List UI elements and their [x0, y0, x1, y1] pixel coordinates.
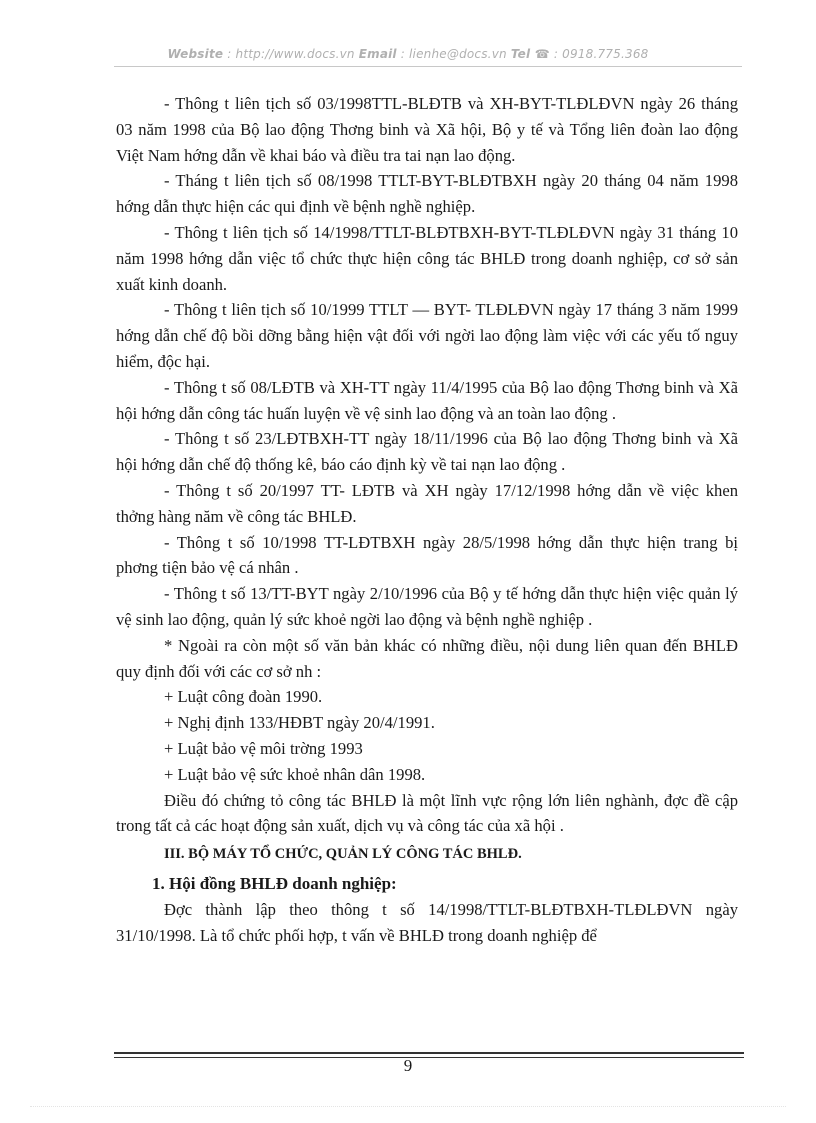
website-value: : http://www.docs.vn [227, 47, 355, 61]
paragraph: - Thông t số 23/LĐTBXH-TT ngày 18/11/1996 của Bộ lao động Thơng binh và Xã hội hớng dẫn chế độ thống kê, báo cáo định kỳ về tai nạn lao động . [116, 429, 738, 475]
list-item: + Luật công đoàn 1990. [164, 687, 323, 707]
website-label: Website [167, 47, 224, 61]
paragraph: - Tháng t liên tịch số 08/1998 TTLT-BYT-BLĐTBXH ngày 20 tháng 04 năm 1998 hớng dẫn thực hiện các qui định về bệnh nghề nghiệp. [116, 171, 738, 217]
page-number: 9 [403, 1056, 413, 1075]
subsection-paragraph: Đợc thành lập theo thông t số 14/1998/TTLT-BLĐTBXH-TLĐLĐVN ngày 31/10/1998. Là tổ chức phối hợp, t vấn về BHLĐ trong doanh nghiệp để [116, 899, 738, 945]
tel-label: Tel ☎ [510, 47, 550, 61]
paragraph: - Thông t số 13/TT-BYT ngày 2/10/1996 của Bộ y tế hớng dẫn thực hiện việc quản lý vệ sinh lao động, quản lý sức khoẻ ngời lao động và bệnh nghề nghiệp . [116, 584, 738, 629]
list-item: + Luật bảo vệ sức khoẻ nhân dân 1998. [164, 764, 426, 784]
tel-value: : 0918.775.368 [553, 47, 649, 61]
paragraph: - Thông t liên tịch số 10/1999 TTLT — BYT- TLĐLĐVN ngày 17 tháng 3 năm 1999 hớng dẫn chế độ bồi dỡng bằng hiện vật đối với ngời lao động làm việc với các yếu tố nguy hiểm, độc hại. [116, 300, 738, 371]
paragraph: - Thông t số 20/1997 TT- LĐTB và XH ngày 17/12/1998 hớng dẫn về việc khen thởng hàng năm về công tác BHLĐ. [116, 480, 738, 526]
section-heading: III. BỘ MÁY TỔ CHỨC, QUẢN LÝ CÔNG TÁC BHLĐ. [164, 846, 522, 863]
list-item: + Nghị định 133/HĐBT ngày 20/4/1991. [164, 713, 435, 733]
document-body [116, 91, 738, 948]
subsection-heading: 1. Hội đồng BHLĐ doanh nghiệp: [152, 873, 397, 893]
email-label: Email [358, 47, 397, 61]
email-value: : lienhe@docs.vn [400, 47, 507, 61]
page-bottom-dotted-line [30, 1106, 786, 1107]
paragraph: - Thông t số 08/LĐTB và XH-TT ngày 11/4/1995 của Bộ lao động Thơng binh và Xã hội hớng dẫn công tác huấn luyện về vệ sinh lao động và an toàn lao động . [116, 377, 738, 423]
paragraph: - Thông t liên tịch số 14/1998/TTLT-BLĐTBXH-BYT-TLĐLĐVN ngày 31 tháng 10 năm 1998 hớng dẫn việc tổ chức thực hiện công tác BHLĐ trong doanh nghiệp, cơ sở sản xuất kinh doanh. [116, 222, 738, 294]
page-header [0, 47, 816, 61]
paragraph: * Ngoài ra còn một số văn bản khác có những điều, nội dung liên quan đến BHLĐ quy định đối với các cơ sở nh : [116, 635, 738, 681]
conclusion-paragraph: Điều đó chứng tỏ công tác BHLĐ là một lĩnh vực rộng lớn liên nghành, đợc đề cập trong tất cả các hoạt động sản xuất, dịch vụ và công tác của xã hội . [116, 790, 738, 836]
paragraph: - Thông t số 10/1998 TT-LĐTBXH ngày 28/5/1998 hớng dẫn thực hiện trang bị phơng tiện bảo vệ cá nhân . [116, 532, 738, 578]
paragraph: - Thông t liên tịch số 03/1998TTL-BLĐTB và XH-BYT-TLĐLĐVN ngày 26 tháng 03 năm 1998 của Bộ lao động Thơng binh và Xã hội, Bộ y tế và Tổng liên đoàn lao động Việt Nam hớng dẫn về khai báo và điều tra tai nạn lao động. [116, 94, 738, 165]
list-item: + Luật bảo vệ môi trờng 1993 [164, 738, 363, 758]
header-divider [114, 66, 742, 67]
